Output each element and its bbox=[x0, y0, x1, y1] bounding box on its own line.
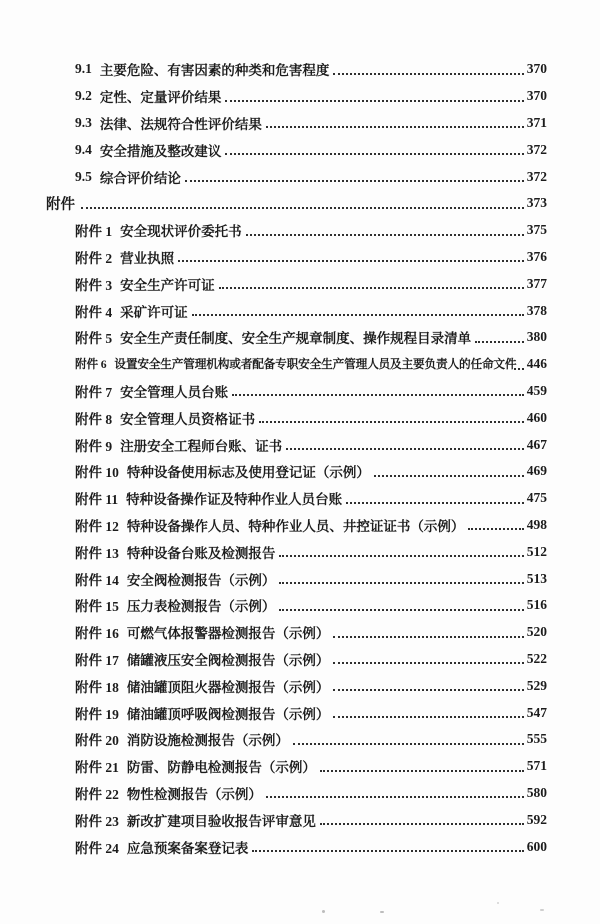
toc-entry-number: 附件 10 bbox=[75, 465, 119, 481]
toc-entry-page: 555 bbox=[526, 731, 547, 747]
toc-entry-title: 安全阀检测报告（示例） bbox=[126, 572, 276, 588]
dot-leader bbox=[293, 743, 524, 745]
toc-entry-title: 可燃气体报警器检测报告（示例） bbox=[126, 626, 330, 642]
toc-entry-attachment bbox=[0, 485, 600, 512]
dot-leader bbox=[266, 796, 524, 798]
dot-leader bbox=[279, 582, 523, 584]
toc-entry-attachment bbox=[0, 351, 600, 378]
dot-leader bbox=[333, 73, 523, 75]
toc-entry-title: 储油罐顶阻火器检测报告（示例） bbox=[126, 679, 330, 695]
toc-entry-page: 372 bbox=[526, 141, 547, 157]
toc-entry-page: 529 bbox=[526, 677, 547, 693]
toc-entry-title: 安全生产许可证 bbox=[120, 277, 215, 293]
dot-leader bbox=[333, 689, 523, 691]
toc-entry-number: 附件 20 bbox=[75, 733, 119, 749]
table-of-contents bbox=[0, 56, 600, 860]
toc-entry-number: 附件 16 bbox=[75, 626, 119, 642]
toc-entry-attachment bbox=[0, 244, 600, 271]
toc-entry-attachment bbox=[0, 806, 600, 833]
toc-entry-attachment bbox=[0, 699, 600, 726]
toc-entry-number: 附件 7 bbox=[75, 384, 113, 400]
dot-leader bbox=[185, 180, 524, 182]
dot-leader bbox=[279, 555, 523, 557]
toc-entry-attachment bbox=[0, 592, 600, 619]
toc-entry-title: 采矿许可证 bbox=[120, 304, 188, 320]
toc-entry-number: 附件 22 bbox=[75, 786, 119, 802]
dot-leader bbox=[320, 770, 524, 772]
toc-entry-page: 460 bbox=[526, 409, 547, 425]
dot-leader bbox=[252, 850, 523, 852]
dot-leader bbox=[333, 636, 523, 638]
dot-leader bbox=[333, 716, 523, 718]
toc-entry-number: 9.1 bbox=[75, 61, 92, 77]
toc-entry-title: 应急预案备案登记表 bbox=[126, 840, 249, 856]
toc-entry-title: 安全生产责任制度、安全生产规章制度、操作规程目录清单 bbox=[120, 331, 472, 347]
toc-entry-page: 475 bbox=[526, 490, 547, 506]
toc-entry-number: 附件 19 bbox=[75, 706, 119, 722]
toc-entry-title: 特种设备操作人员、特种作业人员、井控证证书（示例） bbox=[126, 518, 465, 534]
toc-entry-page: 469 bbox=[526, 463, 547, 479]
toc-entry-title: 储罐液压安全阀检测报告（示例） bbox=[126, 652, 330, 668]
toc-entry-page: 376 bbox=[526, 248, 547, 264]
toc-entry-number: 附件 24 bbox=[75, 840, 119, 856]
toc-entry-page: 516 bbox=[526, 597, 547, 613]
toc-entry-page: 592 bbox=[526, 811, 547, 827]
toc-entry-number: 9.3 bbox=[75, 114, 92, 130]
toc-entry-page: 378 bbox=[526, 302, 547, 318]
toc-entry-page: 547 bbox=[526, 704, 547, 720]
toc-entry-title: 防雷、防静电检测报告（示例） bbox=[126, 760, 316, 776]
dot-leader bbox=[232, 394, 524, 396]
toc-entry-page: 380 bbox=[526, 329, 547, 345]
toc-entry-attachment bbox=[0, 619, 600, 646]
toc-entry-title: 特种设备使用标志及使用登记证（示例） bbox=[126, 465, 370, 481]
toc-entry-title: 储油罐顶呼吸阀检测报告（示例） bbox=[126, 706, 330, 722]
toc-entry-number: 附件 6 bbox=[75, 358, 107, 372]
toc-entry-page: 371 bbox=[526, 114, 547, 130]
toc-entry-title: 物性检测报告（示例） bbox=[126, 786, 262, 802]
toc-entry-number: 附件 17 bbox=[75, 652, 119, 668]
toc-entry-title: 特种设备台账及检测报告 bbox=[126, 545, 276, 561]
toc-entry-page: 520 bbox=[526, 624, 547, 640]
toc-appendix-label: 附件 bbox=[46, 196, 75, 213]
scan-artifact bbox=[540, 909, 544, 911]
dot-leader bbox=[333, 662, 523, 664]
toc-entry-page: 375 bbox=[526, 222, 547, 238]
toc-entry-title: 压力表检测报告（示例） bbox=[126, 599, 276, 615]
dot-leader bbox=[81, 207, 524, 209]
toc-entry-section bbox=[0, 83, 600, 110]
toc-entry-title: 安全管理人员资格证书 bbox=[120, 411, 256, 427]
dot-leader bbox=[279, 609, 523, 611]
toc-entry-page: 370 bbox=[526, 61, 547, 77]
toc-entry-title: 主要危险、有害因素的种类和危害程度 bbox=[99, 63, 330, 79]
toc-entry-number: 附件 15 bbox=[75, 599, 119, 615]
dot-leader bbox=[225, 100, 523, 102]
toc-entry-attachment bbox=[0, 324, 600, 351]
toc-entry-section bbox=[0, 56, 600, 83]
scan-artifact bbox=[497, 902, 499, 904]
toc-entry-title: 安全管理人员台账 bbox=[120, 384, 229, 400]
dot-leader bbox=[514, 368, 524, 370]
toc-entry-number: 附件 2 bbox=[75, 250, 113, 266]
toc-appendix-header bbox=[0, 190, 600, 217]
toc-entry-page: 571 bbox=[526, 758, 547, 774]
toc-entry-attachment bbox=[0, 565, 600, 592]
toc-entry-section bbox=[0, 110, 600, 137]
toc-entry-attachment bbox=[0, 538, 600, 565]
toc-entry-page: 459 bbox=[526, 382, 547, 398]
toc-entry-number: 附件 11 bbox=[75, 492, 119, 508]
toc-entry-attachment bbox=[0, 753, 600, 780]
toc-entry-number: 附件 12 bbox=[75, 518, 119, 534]
toc-entry-attachment bbox=[0, 780, 600, 807]
toc-entry-attachment bbox=[0, 512, 600, 539]
dot-leader bbox=[320, 823, 524, 825]
toc-entry-title: 法律、法规符合性评价结果 bbox=[99, 116, 262, 132]
toc-entry-page: 467 bbox=[526, 436, 547, 452]
toc-entry-page: 370 bbox=[526, 88, 547, 104]
toc-entry-attachment bbox=[0, 378, 600, 405]
toc-entry-title: 综合评价结论 bbox=[99, 170, 181, 186]
dot-leader bbox=[178, 260, 524, 262]
toc-entry-number: 附件 8 bbox=[75, 411, 113, 427]
toc-entry-number: 9.5 bbox=[75, 168, 92, 184]
toc-entry-number: 附件 23 bbox=[75, 813, 119, 829]
toc-entry-attachment bbox=[0, 270, 600, 297]
toc-entry-number: 附件 21 bbox=[75, 760, 119, 776]
toc-entry-number: 附件 18 bbox=[75, 679, 119, 695]
dot-leader bbox=[374, 475, 524, 477]
toc-entry-attachment bbox=[0, 217, 600, 244]
toc-entry-attachment bbox=[0, 297, 600, 324]
toc-entry-number: 9.4 bbox=[75, 141, 92, 157]
toc-entry-page: 498 bbox=[526, 516, 547, 532]
toc-entry-page: 600 bbox=[526, 838, 547, 854]
dot-leader bbox=[475, 341, 524, 343]
toc-entry-section bbox=[0, 163, 600, 190]
toc-entry-number: 附件 3 bbox=[75, 277, 113, 293]
toc-entry-number: 附件 5 bbox=[75, 331, 113, 347]
toc-entry-attachment bbox=[0, 646, 600, 673]
toc-entry-title: 定性、定量评价结果 bbox=[99, 90, 222, 106]
dot-leader bbox=[346, 502, 524, 504]
toc-entry-title: 安全措施及整改建议 bbox=[99, 143, 222, 159]
toc-entry-attachment bbox=[0, 458, 600, 485]
toc-entry-attachment bbox=[0, 672, 600, 699]
toc-entry-title: 消防设施检测报告（示例） bbox=[126, 733, 289, 749]
dot-leader bbox=[219, 287, 524, 289]
toc-entry-number: 9.2 bbox=[75, 88, 92, 104]
dot-leader bbox=[286, 448, 524, 450]
toc-entry-title: 新改扩建项目验收报告评审意见 bbox=[126, 813, 316, 829]
dot-leader bbox=[266, 126, 524, 128]
dot-leader bbox=[259, 421, 524, 423]
toc-entry-number: 附件 4 bbox=[75, 304, 113, 320]
dot-leader bbox=[246, 234, 524, 236]
toc-entry-section bbox=[0, 136, 600, 163]
toc-entry-page: 446 bbox=[526, 356, 547, 372]
toc-entry-title: 营业执照 bbox=[120, 250, 175, 266]
toc-entry-title: 安全现状评价委托书 bbox=[120, 224, 242, 240]
toc-entry-attachment bbox=[0, 833, 600, 860]
toc-entry-title: 注册安全工程师台账、证书 bbox=[120, 438, 283, 454]
scan-artifact bbox=[322, 910, 325, 913]
dot-leader bbox=[225, 153, 523, 155]
toc-entry-number: 附件 1 bbox=[75, 224, 113, 240]
toc-entry-page: 513 bbox=[526, 570, 547, 586]
toc-entry-attachment bbox=[0, 431, 600, 458]
toc-entry-title: 特种设备操作证及特种作业人员台账 bbox=[126, 492, 343, 508]
toc-entry-number: 附件 13 bbox=[75, 545, 119, 561]
toc-entry-page: 522 bbox=[526, 650, 547, 666]
toc-entry-page: 372 bbox=[526, 168, 547, 184]
toc-entry-number: 附件 14 bbox=[75, 572, 119, 588]
toc-entry-number: 附件 9 bbox=[75, 438, 113, 454]
toc-entry-page: 373 bbox=[526, 195, 547, 211]
dot-leader bbox=[468, 528, 523, 530]
toc-entry-page: 512 bbox=[526, 543, 547, 559]
toc-entry-attachment bbox=[0, 404, 600, 431]
toc-entry-title: 设置安全生产管理机构或者配备专职安全生产管理人员及主要负责人的任命文件 bbox=[114, 358, 517, 372]
toc-entry-page: 580 bbox=[526, 784, 547, 800]
dot-leader bbox=[192, 314, 524, 316]
toc-entry-attachment bbox=[0, 726, 600, 753]
toc-entry-page: 377 bbox=[526, 275, 547, 291]
scan-artifact bbox=[380, 911, 384, 913]
